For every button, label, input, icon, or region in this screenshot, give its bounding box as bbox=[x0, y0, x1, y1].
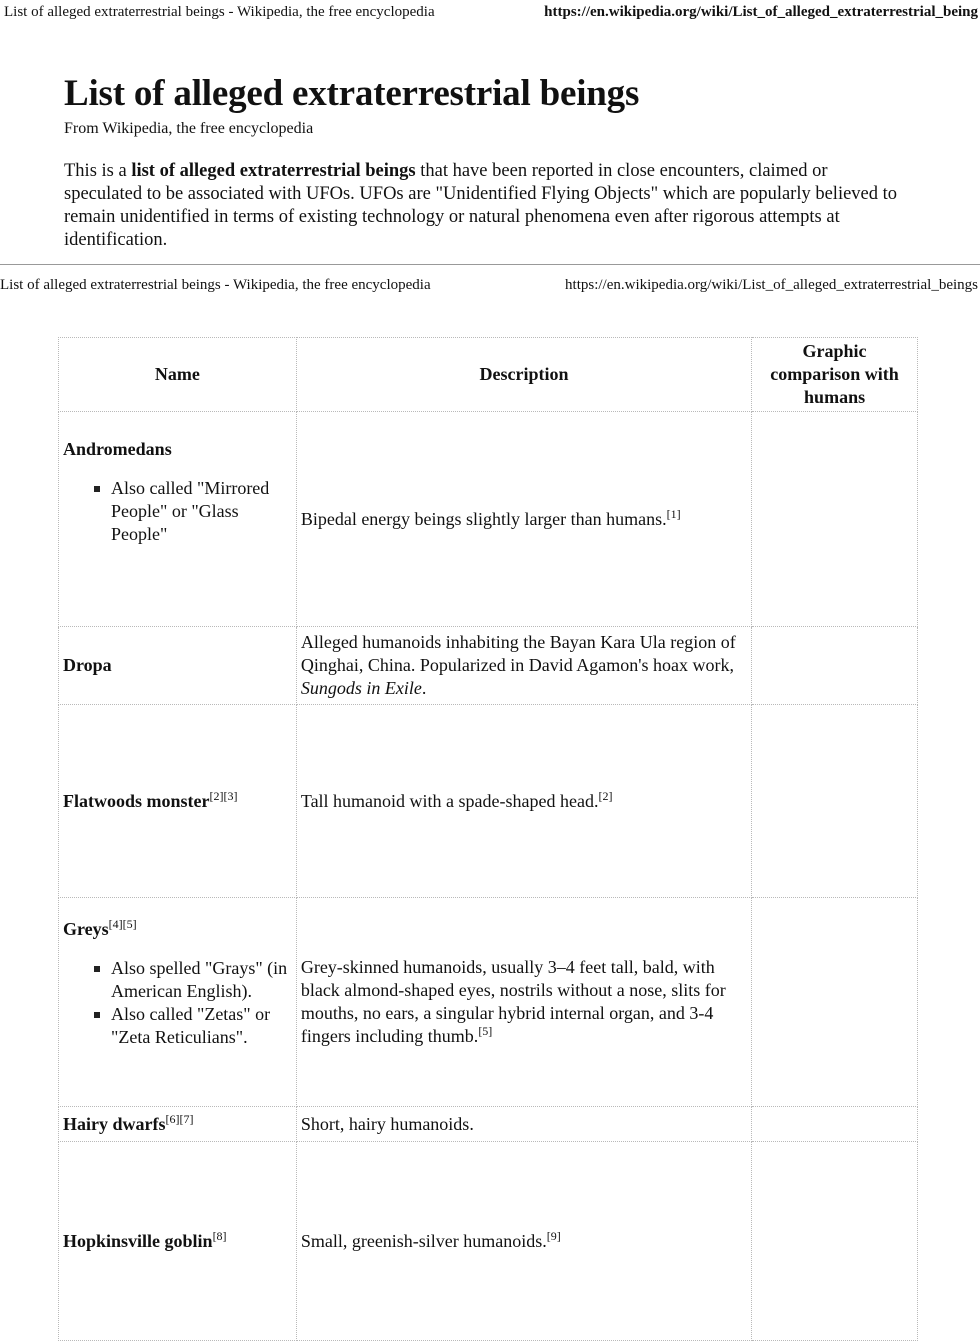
intro-text-end: that have been reported in close encounters, claimed or speculated to be associated with UFOs. UFOs are "Unidentified Flying Objects" which are popularly believed to remain unidentified in terms of existing technology or natural phenomena even after rigorous attempts at identification. bbox=[64, 161, 898, 250]
print-header-page2 bbox=[0, 277, 980, 297]
being-name-link[interactable]: Hairy dwarfs bbox=[63, 1113, 166, 1134]
description-text: Grey-skinned humanoids, usually 3–4 feet tall, bald, with black almond-shaped eyes, nostrils without a nose, slits for mouths, no ears, a singular hybrid internal organ, and 3-4 fingers including thumb. bbox=[300, 957, 726, 1046]
column-header-graphic[interactable]: Graphic comparison with humans bbox=[752, 338, 918, 412]
intro-paragraph bbox=[64, 160, 904, 252]
being-name-link[interactable]: Flatwoods monster bbox=[63, 790, 210, 811]
alias-item: Also called "Mirrored People" or "Glass People" bbox=[111, 477, 292, 546]
table-header-row bbox=[59, 338, 918, 412]
name-cell bbox=[59, 627, 297, 705]
description-tail: . bbox=[421, 678, 427, 698]
description-text: Bipedal energy beings slightly larger than humans. bbox=[300, 508, 667, 529]
graphic-cell bbox=[752, 412, 918, 627]
print-header-page-title: List of alleged extraterrestrial beings - Wikipedia, the free encyclopedia bbox=[4, 4, 435, 20]
column-header-description[interactable]: Description bbox=[296, 338, 751, 412]
graphic-cell bbox=[752, 627, 918, 705]
reference-link[interactable]: [8] bbox=[212, 1228, 227, 1243]
page-subtitle: From Wikipedia, the free encyclopedia bbox=[64, 120, 314, 137]
alias-item: Also spelled "Grays" (in American English). bbox=[111, 957, 292, 1003]
description-text: Short, hairy humanoids. bbox=[300, 1113, 474, 1134]
graphic-cell bbox=[752, 1107, 918, 1142]
description-cell bbox=[296, 627, 751, 705]
being-name-link[interactable]: Greys bbox=[63, 919, 109, 939]
graphic-cell bbox=[752, 1142, 918, 1341]
intro-bold-term: list of alleged extraterrestrial beings bbox=[131, 161, 416, 181]
alias-list bbox=[63, 957, 292, 1049]
page-break-divider bbox=[0, 264, 980, 265]
description-cell bbox=[296, 898, 751, 1107]
print-header-top bbox=[0, 4, 980, 24]
description-text: Alleged humanoids inhabiting the Bayan Kara Ula region of Qinghai, China. Popularized in David Agamon's hoax work, bbox=[300, 632, 736, 675]
description-cell bbox=[296, 412, 751, 627]
being-name-link[interactable]: Dropa bbox=[63, 655, 112, 675]
print-header-page-title: List of alleged extraterrestrial beings - Wikipedia, the free encyclopedia bbox=[0, 277, 431, 293]
alias-list bbox=[63, 477, 292, 546]
description-cell bbox=[296, 1142, 751, 1341]
description-cell bbox=[296, 705, 751, 898]
description-cell bbox=[296, 1107, 751, 1142]
name-cell bbox=[59, 898, 297, 1107]
table-row bbox=[59, 627, 918, 705]
table-row bbox=[59, 1107, 918, 1142]
table-row bbox=[59, 1142, 918, 1341]
beings-table bbox=[58, 337, 918, 1341]
name-cell bbox=[59, 1107, 297, 1142]
alias-item: Also called "Zetas" or "Zeta Reticulians". bbox=[111, 1003, 292, 1049]
being-name-link[interactable]: Hopkinsville goblin bbox=[63, 1230, 213, 1251]
table-row bbox=[59, 705, 918, 898]
description-text: Small, greenish-silver humanoids. bbox=[300, 1230, 547, 1251]
name-cell bbox=[59, 412, 297, 627]
reference-link[interactable]: [4][5] bbox=[108, 917, 137, 931]
name-cell bbox=[59, 1142, 297, 1341]
column-header-name[interactable]: Name bbox=[59, 338, 297, 412]
table-row bbox=[59, 898, 918, 1107]
book-title-link[interactable]: Sungods in Exile bbox=[300, 678, 422, 698]
description-text: Tall humanoid with a spade-shaped head. bbox=[300, 790, 599, 811]
reference-link[interactable]: [9] bbox=[546, 1228, 561, 1243]
table-row bbox=[59, 412, 918, 627]
being-name-link[interactable]: Andromedans bbox=[63, 439, 172, 459]
print-header-url[interactable]: https://en.wikipedia.org/wiki/List_of_alleged_extraterrestrial_being bbox=[544, 4, 978, 20]
reference-link[interactable]: [1] bbox=[666, 506, 681, 521]
reference-link[interactable]: [6][7] bbox=[165, 1111, 194, 1126]
intro-text-start: This is a bbox=[64, 161, 132, 181]
reference-link[interactable]: [2] bbox=[598, 788, 613, 803]
reference-link[interactable]: [5] bbox=[478, 1024, 493, 1038]
print-header-url[interactable]: https://en.wikipedia.org/wiki/List_of_alleged_extraterrestrial_beings bbox=[565, 277, 978, 293]
reference-link[interactable]: [2][3] bbox=[209, 788, 238, 803]
page-title: List of alleged extraterrestrial beings bbox=[64, 73, 640, 114]
graphic-cell bbox=[752, 705, 918, 898]
name-cell bbox=[59, 705, 297, 898]
graphic-cell bbox=[752, 898, 918, 1107]
